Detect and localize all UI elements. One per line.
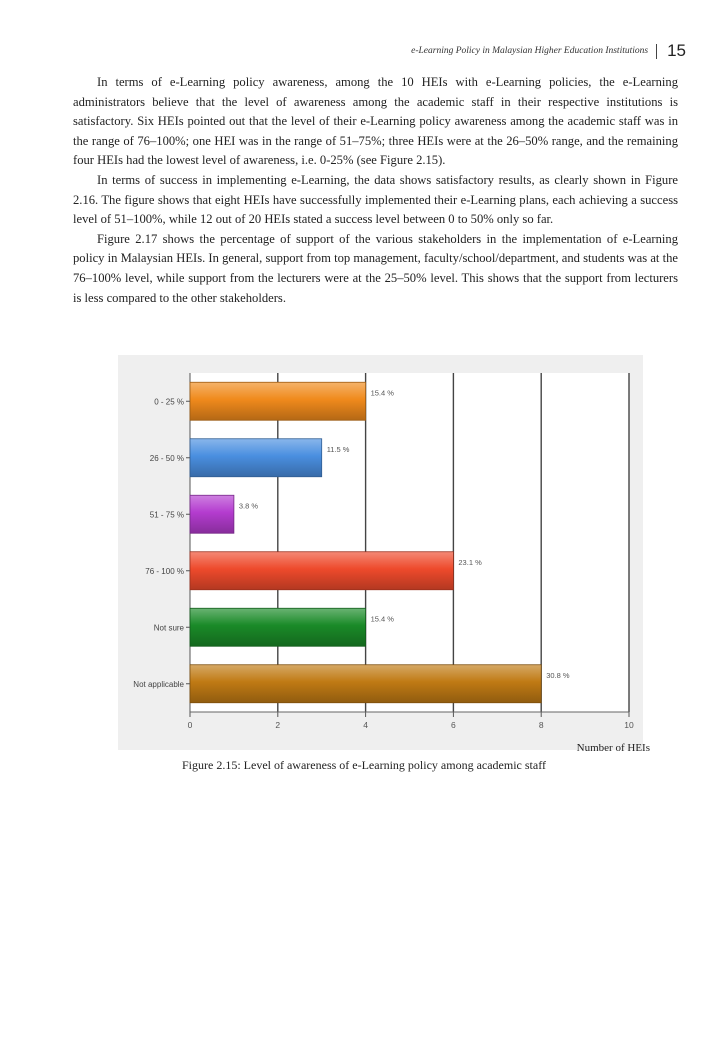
- x-tick-label-4: 4: [363, 720, 368, 730]
- figure-chart: [118, 355, 643, 750]
- data-label-5: 30.8 %: [546, 670, 570, 680]
- paragraph-success: In terms of success in implementing e-Learning, the data shows satisfactory results, as clearly shown in Figure 2.16. The figure shows that eight HEIs have successfully implemented their e-Learning plans, each achieving a success level of 51–100%, while 12 out of 20 HEIs stated a success level between 0 to 50% only so far.: [73, 172, 678, 227]
- page-number: 15: [667, 41, 686, 60]
- data-label-1: 11.5 %: [326, 444, 350, 454]
- running-header: [300, 40, 686, 62]
- x-tick-label-6: 6: [451, 720, 456, 730]
- bar-1: [190, 439, 322, 477]
- plot-area: [190, 373, 629, 712]
- x-tick-label-8: 8: [538, 720, 544, 730]
- x-tick-label-2: 2: [275, 720, 281, 730]
- x-tick-label-0: 0: [187, 720, 193, 730]
- data-label-3: 23.1 %: [458, 557, 482, 567]
- category-label-3: 76 - 100 %: [145, 566, 184, 576]
- data-label-0: 15.4 %: [370, 388, 394, 398]
- figure-caption: Figure 2.15: Level of awareness of e-Learning policy among academic staff: [182, 758, 546, 772]
- category-label-5: Not applicable: [133, 679, 184, 689]
- x-axis-title: Number of HEIs: [576, 742, 650, 754]
- body-text: [73, 73, 678, 308]
- category-label-1: 26 - 50 %: [149, 453, 184, 463]
- bar-5: [190, 665, 541, 703]
- category-label-2: 51 - 75 %: [149, 510, 184, 520]
- header-divider: [656, 44, 657, 59]
- category-label-4: Not sure: [153, 623, 184, 633]
- data-label-2: 3.8 %: [238, 501, 259, 511]
- bar-chart: [118, 355, 643, 750]
- x-tick-label-10: 10: [624, 720, 634, 730]
- bar-3: [190, 552, 453, 590]
- paragraph-awareness: In terms of e-Learning policy awareness, among the 10 HEIs with e-Learning policies, the e-Learning administrators believe that the level of awareness among the academic staff in their respective institutions is satisfactory. Six HEIs pointed out that the level of their e-Learning policy awareness among the academic staff was in the range of 76–100%; one HEI was in the range of 51–75%; three HEIs were at the 26–50% range, and the remaining four HEIs had the lowest level of awareness, i.e. 0-25% (see Figure 2.15).: [73, 75, 678, 168]
- bar-2: [190, 495, 234, 533]
- running-title: e-Learning Policy in Malaysian Higher Education Institutions: [411, 46, 649, 56]
- data-label-4: 15.4 %: [370, 614, 394, 624]
- bar-0: [190, 382, 366, 420]
- category-label-0: 0 - 25 %: [154, 397, 184, 407]
- paragraph-support: Figure 2.17 shows the percentage of support of the various stakeholders in the implementation of e-Learning policy in Malaysian HEIs. In general, support from top management, faculty/school/department, and students was at the 76–100% level, while support from the lecturers were at the 25–50% level. This shows that the support from lecturers is less compared to the other stakeholders.: [73, 231, 678, 305]
- bar-4: [190, 608, 366, 646]
